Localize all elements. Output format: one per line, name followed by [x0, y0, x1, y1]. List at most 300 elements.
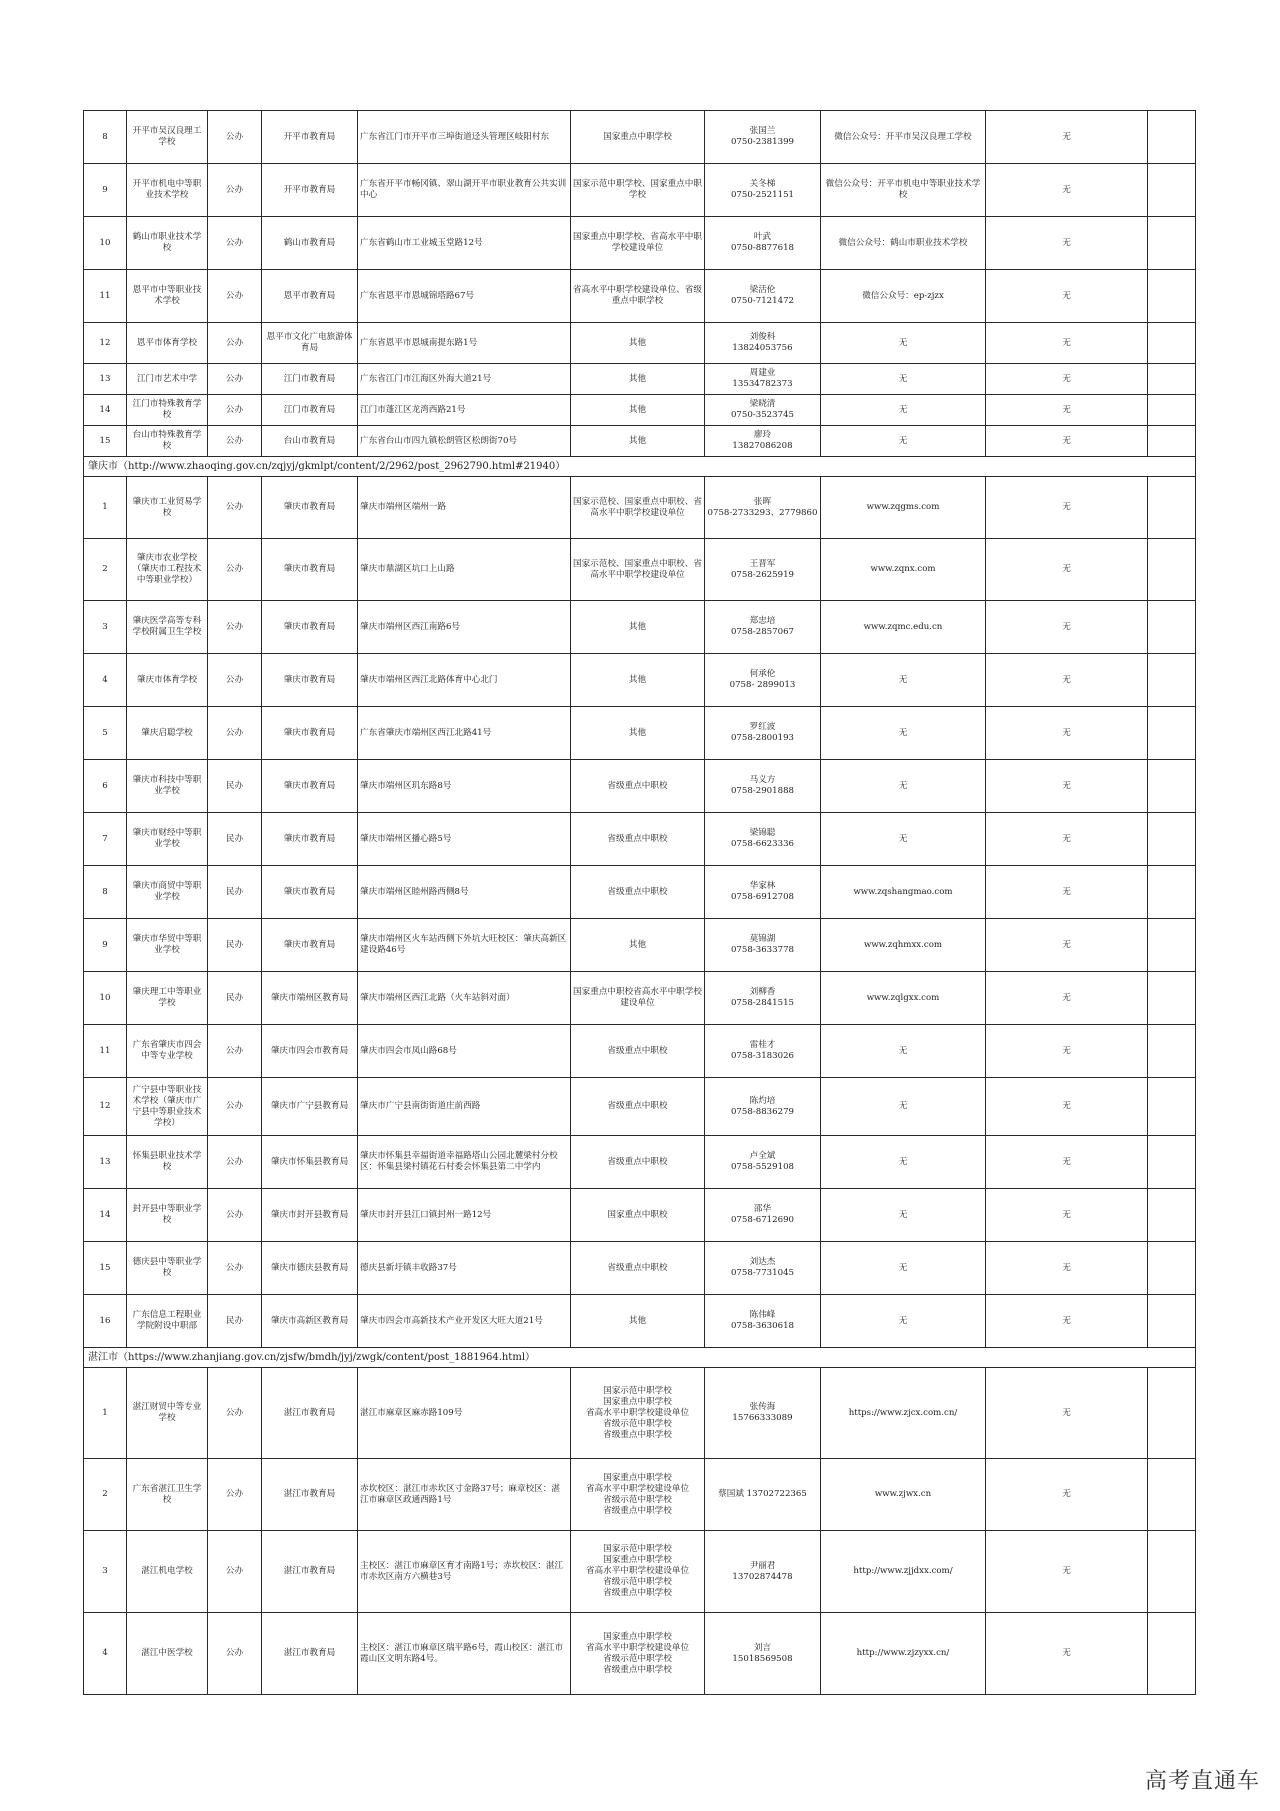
address: 肇庆市端州区播心路5号	[358, 813, 571, 866]
school-name: 怀集县职业技术学校	[127, 1136, 208, 1189]
contact-phone: 0758-2733293、2779860	[707, 507, 818, 518]
school-name: 开平市吴汉良理工学校	[127, 111, 208, 164]
blank-cell	[1148, 1242, 1196, 1295]
table-row	[84, 217, 1196, 270]
row-number: 3	[84, 1531, 127, 1613]
blank-cell	[1148, 654, 1196, 707]
contact-name: 周建业	[749, 368, 776, 378]
address: 肇庆市广宁县南街街道庄前西路	[358, 1078, 571, 1136]
contact-phone: 13824053756	[732, 343, 793, 353]
table-row	[84, 539, 1196, 601]
contact-name: 卢全斌	[749, 1151, 776, 1161]
contact	[705, 364, 821, 395]
address: 广东省江门市江海区外海大道21号	[358, 364, 571, 395]
address: 广东省鹤山市工业城玉堂路12号	[358, 217, 571, 270]
other-info: 无	[986, 866, 1148, 919]
table-row	[84, 323, 1196, 364]
school-level: 其他	[571, 395, 705, 426]
blank-cell	[1148, 539, 1196, 601]
contact-name: 马义方	[749, 775, 776, 785]
other-info: 无	[986, 217, 1148, 270]
contact	[705, 426, 821, 457]
blank-cell	[1148, 1531, 1196, 1613]
website: www.zqmc.edu.cn	[821, 601, 986, 654]
contact-phone: 13702874478	[732, 1571, 793, 1582]
school-name: 开平市机电中等职业技术学校	[127, 164, 208, 217]
row-number: 2	[84, 539, 127, 601]
contact-name: 梁活伦	[749, 285, 776, 295]
contact-name: 梁锦聪	[749, 828, 776, 838]
other-info: 无	[986, 972, 1148, 1025]
other-info: 无	[986, 395, 1148, 426]
school-name: 肇庆市华贸中等职业学校	[127, 919, 208, 972]
blank-cell	[1148, 111, 1196, 164]
contact-name: 刘柳香	[749, 987, 776, 997]
school-type: 公办	[208, 1025, 262, 1078]
contact-phone: 0758-2625919	[730, 569, 795, 580]
row-number: 10	[84, 217, 127, 270]
school-level: 国家重点中职学校 省高水平中职学校建设单位 省级示范中职学校 省级重点中职学校	[571, 1459, 705, 1531]
school-name: 江门市艺术中学	[127, 364, 208, 395]
section-header: 湛江市（https://www.zhanjiang.gov.cn/zjsfw/bmdh/jyj/zwgk/content/post_1881964.html）	[84, 1348, 1196, 1368]
school-level: 国家重点中职学校	[571, 111, 705, 164]
table-row	[84, 919, 1196, 972]
contact	[705, 395, 821, 426]
table-row	[84, 477, 1196, 539]
contact-name: 华家林	[749, 881, 776, 891]
school-type: 民办	[208, 919, 262, 972]
row-number: 4	[84, 1613, 127, 1695]
website: 无	[821, 1078, 986, 1136]
blank-cell	[1148, 919, 1196, 972]
row-number: 12	[84, 1078, 127, 1136]
row-number: 15	[84, 426, 127, 457]
row-number: 14	[84, 1189, 127, 1242]
address: 肇庆市四会市凤山路68号	[358, 1025, 571, 1078]
contact-phone: 0750-2521151	[730, 190, 795, 200]
school-type: 公办	[208, 1459, 262, 1531]
authority: 湛江市教育局	[262, 1459, 358, 1531]
school-level: 其他	[571, 654, 705, 707]
contact	[705, 654, 821, 707]
school-name: 江门市特殊教育学校	[127, 395, 208, 426]
table-row	[84, 1368, 1196, 1459]
other-info: 无	[986, 1368, 1148, 1459]
school-type: 公办	[208, 1078, 262, 1136]
blank-cell	[1148, 1078, 1196, 1136]
address: 肇庆市端州区火车站西侧下外坑大旺校区：肇庆高新区建设路46号	[358, 919, 571, 972]
blank-cell	[1148, 217, 1196, 270]
blank-cell	[1148, 323, 1196, 364]
other-info: 无	[986, 1531, 1148, 1613]
contact-name: 张传海	[749, 1402, 776, 1412]
blank-cell	[1148, 1459, 1196, 1531]
section-header-row	[84, 457, 1196, 477]
table-row	[84, 1025, 1196, 1078]
school-name: 湛江中医学校	[127, 1613, 208, 1695]
table-row	[84, 395, 1196, 426]
school-name: 广东省肇庆市四会中等专业学校	[127, 1025, 208, 1078]
contact-phone: 0758-3183026	[730, 1051, 795, 1061]
contact-phone: 0758-5529108	[730, 1162, 795, 1172]
section-header: 肇庆市（http://www.zhaoqing.gov.cn/zqjyj/gkmlpt/content/2/2962/post_2962790.html#21940）	[84, 457, 1196, 477]
school-name: 肇庆市体育学校	[127, 654, 208, 707]
contact-name: 邵华	[753, 1204, 772, 1214]
row-number: 15	[84, 1242, 127, 1295]
contact	[705, 1295, 821, 1348]
row-number: 13	[84, 364, 127, 395]
row-number: 14	[84, 395, 127, 426]
school-type: 公办	[208, 477, 262, 539]
contact	[705, 1531, 821, 1613]
blank-cell	[1148, 813, 1196, 866]
blank-cell	[1148, 707, 1196, 760]
school-name: 肇庆医学高等专科学校附属卫生学校	[127, 601, 208, 654]
contact-name: 王晋军	[749, 558, 776, 569]
other-info: 无	[986, 426, 1148, 457]
contact-name: 关冬梯	[749, 179, 776, 189]
address: 肇庆市端州区西江北路体育中心北门	[358, 654, 571, 707]
other-info: 无	[986, 1613, 1148, 1695]
contact-name: 郑忠培	[749, 616, 776, 626]
website: 无	[821, 1189, 986, 1242]
other-info: 无	[986, 919, 1148, 972]
website: 无	[821, 707, 986, 760]
address: 主校区：湛江市麻章区瑞平路6号，霞山校区：湛江市霞山区文明东路4号。	[358, 1613, 571, 1695]
contact	[705, 919, 821, 972]
authority: 肇庆市德庆县教育局	[262, 1242, 358, 1295]
address: 肇庆市封开县江口镇封州一路12号	[358, 1189, 571, 1242]
website: 无	[821, 395, 986, 426]
address: 肇庆市端州区西江南路6号	[358, 601, 571, 654]
address: 湛江市麻章区麻赤路109号	[358, 1368, 571, 1459]
website: 无	[821, 1025, 986, 1078]
contact-phone: 0750-7121472	[730, 296, 795, 306]
blank-cell	[1148, 477, 1196, 539]
school-name: 湛江财贸中等专业学校	[127, 1368, 208, 1459]
row-number: 8	[84, 111, 127, 164]
contact-name: 梁晓清	[749, 399, 776, 409]
school-name: 封开县中等职业学校	[127, 1189, 208, 1242]
school-type: 公办	[208, 539, 262, 601]
contact	[705, 601, 821, 654]
school-level: 其他	[571, 707, 705, 760]
website: 无	[821, 1242, 986, 1295]
contact-phone: 0750-8877618	[730, 243, 795, 253]
other-info: 无	[986, 477, 1148, 539]
table-row	[84, 1242, 1196, 1295]
school-level: 其他	[571, 364, 705, 395]
other-info: 无	[986, 323, 1148, 364]
table-row	[84, 111, 1196, 164]
table-row	[84, 866, 1196, 919]
address: 赤坎校区：湛江市赤坎区寸金路37号；麻章校区：湛江市麻章区政通西路1号	[358, 1459, 571, 1531]
address: 肇庆市端州区玑东路8号	[358, 760, 571, 813]
school-type: 公办	[208, 364, 262, 395]
blank-cell	[1148, 395, 1196, 426]
website: 无	[821, 813, 986, 866]
other-info: 无	[986, 539, 1148, 601]
contact-phone: 0758- 2899013	[729, 680, 796, 690]
blank-cell	[1148, 270, 1196, 323]
other-info: 无	[986, 601, 1148, 654]
authority: 肇庆市教育局	[262, 707, 358, 760]
school-type: 公办	[208, 270, 262, 323]
contact-name: 叶武	[753, 232, 772, 242]
school-level: 省级重点中职校	[571, 1136, 705, 1189]
school-level: 省级重点中职校	[571, 1242, 705, 1295]
blank-cell	[1148, 601, 1196, 654]
row-number: 11	[84, 270, 127, 323]
contact	[705, 1368, 821, 1459]
watermark-logo-text: 高考直通车	[1144, 1769, 1260, 1794]
school-type: 公办	[208, 426, 262, 457]
website: 无	[821, 426, 986, 457]
authority: 开平市教育局	[262, 164, 358, 217]
row-number: 7	[84, 813, 127, 866]
authority: 恩平市文化广电旅游体育局	[262, 323, 358, 364]
address: 肇庆市四会市高新技术产业开发区大旺大道21号	[358, 1295, 571, 1348]
authority: 恩平市教育局	[262, 270, 358, 323]
contact	[705, 1078, 821, 1136]
row-number: 10	[84, 972, 127, 1025]
school-type: 公办	[208, 111, 262, 164]
school-type: 民办	[208, 972, 262, 1025]
contact-name: 张国兰	[749, 126, 776, 136]
other-info: 无	[986, 813, 1148, 866]
other-info: 无	[986, 707, 1148, 760]
authority: 肇庆市教育局	[262, 654, 358, 707]
school-type: 公办	[208, 164, 262, 217]
table-row	[84, 813, 1196, 866]
school-name: 台山市特殊教育学校	[127, 426, 208, 457]
school-name: 肇庆市财经中等职业学校	[127, 813, 208, 866]
row-number: 3	[84, 601, 127, 654]
contact-phone: 0750-3523745	[730, 410, 795, 420]
row-number: 1	[84, 477, 127, 539]
school-level: 省级重点中职校	[571, 760, 705, 813]
contact-phone: 0758-2857067	[730, 627, 795, 637]
website: http://www.zjzyxx.cn/	[821, 1613, 986, 1695]
table-row	[84, 1459, 1196, 1531]
blank-cell	[1148, 364, 1196, 395]
school-type: 公办	[208, 601, 262, 654]
table-row	[84, 1189, 1196, 1242]
table-row	[84, 364, 1196, 395]
contact-phone: 0758-7731045	[730, 1268, 795, 1278]
table-row	[84, 1295, 1196, 1348]
contact-name: 何承伦	[749, 669, 776, 679]
website: 无	[821, 1136, 986, 1189]
authority: 肇庆市封开县教育局	[262, 1189, 358, 1242]
school-type: 民办	[208, 760, 262, 813]
address: 肇庆市端州区睦州路西侧8号	[358, 866, 571, 919]
school-name: 湛江机电学校	[127, 1531, 208, 1613]
school-level: 其他	[571, 323, 705, 364]
school-level: 国家示范校、国家重点中职校、省高水平中职学校建设单位	[571, 539, 705, 601]
school-type: 公办	[208, 1613, 262, 1695]
contact-phone: 0758-2800193	[730, 733, 795, 743]
row-number: 11	[84, 1025, 127, 1078]
other-info: 无	[986, 1459, 1148, 1531]
table-row	[84, 760, 1196, 813]
table-row	[84, 707, 1196, 760]
contact	[705, 1242, 821, 1295]
blank-cell	[1148, 866, 1196, 919]
school-name: 鹤山市职业技术学校	[127, 217, 208, 270]
other-info: 无	[986, 760, 1148, 813]
school-level: 国家重点中职校	[571, 1189, 705, 1242]
contact	[705, 1025, 821, 1078]
website: www.zqhmxx.com	[821, 919, 986, 972]
other-info: 无	[986, 1136, 1148, 1189]
row-number: 12	[84, 323, 127, 364]
school-level: 省级重点中职校	[571, 1025, 705, 1078]
authority: 湛江市教育局	[262, 1368, 358, 1459]
school-type: 公办	[208, 1242, 262, 1295]
table-row	[84, 1531, 1196, 1613]
row-number: 5	[84, 707, 127, 760]
authority: 肇庆市端州区教育局	[262, 972, 358, 1025]
blank-cell	[1148, 1136, 1196, 1189]
other-info: 无	[986, 270, 1148, 323]
row-number: 13	[84, 1136, 127, 1189]
school-type: 公办	[208, 395, 262, 426]
authority: 肇庆市怀集县教育局	[262, 1136, 358, 1189]
contact	[705, 164, 821, 217]
table-row	[84, 1136, 1196, 1189]
address: 德庆县新圩镇丰收路37号	[358, 1242, 571, 1295]
authority: 江门市教育局	[262, 364, 358, 395]
contact	[705, 1189, 821, 1242]
contact	[705, 866, 821, 919]
school-type: 民办	[208, 866, 262, 919]
address: 广东省肇庆市端州区西江北路41号	[358, 707, 571, 760]
address: 肇庆市端州区西江北路（火车站斜对面）	[358, 972, 571, 1025]
other-info: 无	[986, 1025, 1148, 1078]
school-name: 肇庆市工业贸易学校	[127, 477, 208, 539]
school-level: 其他	[571, 426, 705, 457]
authority: 开平市教育局	[262, 111, 358, 164]
school-type: 公办	[208, 1531, 262, 1613]
school-level: 国家示范中职学校、国家重点中职学校	[571, 164, 705, 217]
contact-name: 尹丽君	[749, 1560, 776, 1571]
website: www.zqnx.com	[821, 539, 986, 601]
address: 主校区：湛江市麻章区育才南路1号；赤坎校区：湛江市赤坎区南方六横巷3号	[358, 1531, 571, 1613]
contact-name: 陈灼培	[749, 1095, 776, 1106]
table-row	[84, 1078, 1196, 1136]
other-info: 无	[986, 111, 1148, 164]
address: 肇庆市端州区端州一路	[358, 477, 571, 539]
blank-cell	[1148, 426, 1196, 457]
contact-phone: 15766333089	[732, 1413, 793, 1423]
row-number: 9	[84, 919, 127, 972]
contact-phone: 0758-8836279	[730, 1106, 795, 1117]
website: 微信公众号：开平市机电中等职业技术学校	[821, 164, 986, 217]
authority: 肇庆市四会市教育局	[262, 1025, 358, 1078]
website: www.zjwx.cn	[821, 1459, 986, 1531]
address: 广东省恩平市恩城锦塔路67号	[358, 270, 571, 323]
website: 微信公众号：ep-zjzx	[821, 270, 986, 323]
contact-phone: 0758-2901888	[730, 786, 795, 796]
school-name: 肇庆市农业学校（肇庆市工程技术中等职业学校）	[127, 539, 208, 601]
website: www.zqgms.com	[821, 477, 986, 539]
school-level: 国家示范中职学校 国家重点中职学校 省高水平中职学校建设单位 省级示范中职学校 省级重点中职学校	[571, 1531, 705, 1613]
contact	[705, 270, 821, 323]
contact-name: 廖玲	[753, 430, 772, 440]
school-name: 德庆县中等职业学校	[127, 1242, 208, 1295]
contact-name: 刘言	[753, 1642, 772, 1653]
address: 江门市蓬江区龙湾西路21号	[358, 395, 571, 426]
row-number: 16	[84, 1295, 127, 1348]
authority: 肇庆市高新区教育局	[262, 1295, 358, 1348]
school-level: 其他	[571, 1295, 705, 1348]
school-level: 国家重点中职校省高水平中职学校建设单位	[571, 972, 705, 1025]
row-number: 4	[84, 654, 127, 707]
table-row	[84, 972, 1196, 1025]
contact-phone: 0750-2381399	[730, 137, 795, 147]
blank-cell	[1148, 1368, 1196, 1459]
contact-phone: 13534782373	[732, 379, 793, 389]
blank-cell	[1148, 1025, 1196, 1078]
other-info: 无	[986, 1242, 1148, 1295]
website: 微信公众号：开平市吴汉良理工学校	[821, 111, 986, 164]
school-name: 肇庆市科技中等职业学校	[127, 760, 208, 813]
school-type: 公办	[208, 323, 262, 364]
contact	[705, 1136, 821, 1189]
school-name: 广东省湛江卫生学校	[127, 1459, 208, 1531]
authority: 江门市教育局	[262, 395, 358, 426]
authority: 肇庆市教育局	[262, 919, 358, 972]
contact	[705, 217, 821, 270]
contact-phone: 0758-2841515	[730, 998, 795, 1008]
address: 肇庆市鼎湖区坑口上山路	[358, 539, 571, 601]
contact-phone: 0758-6623336	[730, 839, 795, 849]
school-name: 广宁县中等职业技术学校（肇庆市广宁县中等职业技术学校）	[127, 1078, 208, 1136]
other-info: 无	[986, 164, 1148, 217]
school-level: 省高水平中职学校建设单位、省级重点中职学校	[571, 270, 705, 323]
contact-name: 张晖	[753, 496, 772, 507]
contact-name: 莫锦湖	[749, 934, 776, 944]
website: 无	[821, 654, 986, 707]
website: 无	[821, 760, 986, 813]
authority: 肇庆市广宁县教育局	[262, 1078, 358, 1136]
contact-phone: 13827086208	[732, 441, 793, 451]
contact	[705, 760, 821, 813]
address: 广东省台山市四九镇松朗管区松朗街70号	[358, 426, 571, 457]
contact-phone: 0758-6912708	[730, 892, 795, 902]
other-info: 无	[986, 654, 1148, 707]
school-name: 恩平市体育学校	[127, 323, 208, 364]
blank-cell	[1148, 164, 1196, 217]
contact	[705, 813, 821, 866]
school-level: 其他	[571, 601, 705, 654]
row-number: 9	[84, 164, 127, 217]
table-row	[84, 164, 1196, 217]
contact-phone: 15018569508	[732, 1653, 793, 1664]
authority: 肇庆市教育局	[262, 539, 358, 601]
authority: 湛江市教育局	[262, 1613, 358, 1695]
school-level: 国家示范中职学校 国家重点中职学校 省高水平中职学校建设单位 省级示范中职学校 省级重点中职学校	[571, 1368, 705, 1459]
authority: 台山市教育局	[262, 426, 358, 457]
other-info: 无	[986, 1189, 1148, 1242]
school-type: 公办	[208, 654, 262, 707]
blank-cell	[1148, 972, 1196, 1025]
school-level: 国家重点中职学校 省高水平中职学校建设单位 省级示范中职学校 省级重点中职学校	[571, 1613, 705, 1695]
blank-cell	[1148, 1295, 1196, 1348]
contact	[705, 111, 821, 164]
website: www.zqshangmao.com	[821, 866, 986, 919]
